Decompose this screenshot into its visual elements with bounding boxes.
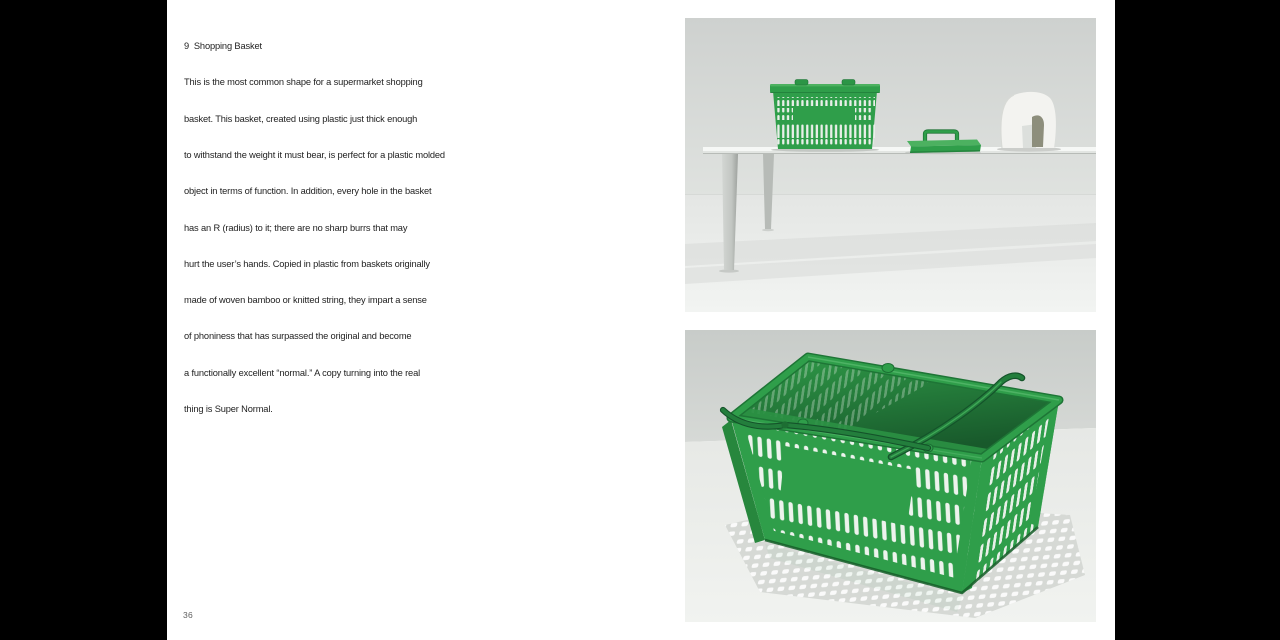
article-line: basket. This basket, created using plastic just thick enough bbox=[184, 113, 418, 124]
photo-installation-view bbox=[685, 18, 1096, 312]
photo-basket-closeup bbox=[685, 330, 1096, 622]
article-line: of phoniness that has surpassed the original and become bbox=[184, 331, 412, 342]
elephant-stool bbox=[997, 92, 1061, 152]
article-line: has an R (radius) to it; there are no sharp burrs that may bbox=[184, 222, 408, 233]
article-heading: 9 Shopping Basket bbox=[184, 41, 262, 52]
basket-closeup-graphic bbox=[685, 330, 1096, 622]
article-line: hurt the user’s hands. Copied in plastic from baskets originally bbox=[184, 258, 430, 269]
leg-shadow bbox=[762, 229, 774, 231]
stool-inner-shadow bbox=[1032, 115, 1044, 147]
article-line: This is the most common shape for a supermarket shopping bbox=[184, 77, 423, 88]
page bbox=[167, 0, 1115, 640]
shopping-basket-small bbox=[770, 80, 880, 152]
article-text bbox=[184, 16, 445, 439]
article-line: thing is Super Normal. bbox=[184, 404, 273, 414]
article-line: made of woven bamboo or knitted string, they impart a sense bbox=[184, 295, 427, 306]
basket-handle-folded bbox=[842, 80, 855, 86]
basket-handle-folded bbox=[795, 80, 808, 86]
installation-photo-graphic bbox=[685, 18, 1096, 312]
article-line: a functionally excellent “normal.” A copy turning into the real bbox=[184, 367, 421, 378]
article-line: object in terms of function. In addition, every hole in the basket bbox=[184, 186, 432, 197]
article-line: to withstand the weight it must bear, is perfect for a plastic molded bbox=[184, 150, 445, 161]
page-number: 36 bbox=[183, 610, 194, 620]
